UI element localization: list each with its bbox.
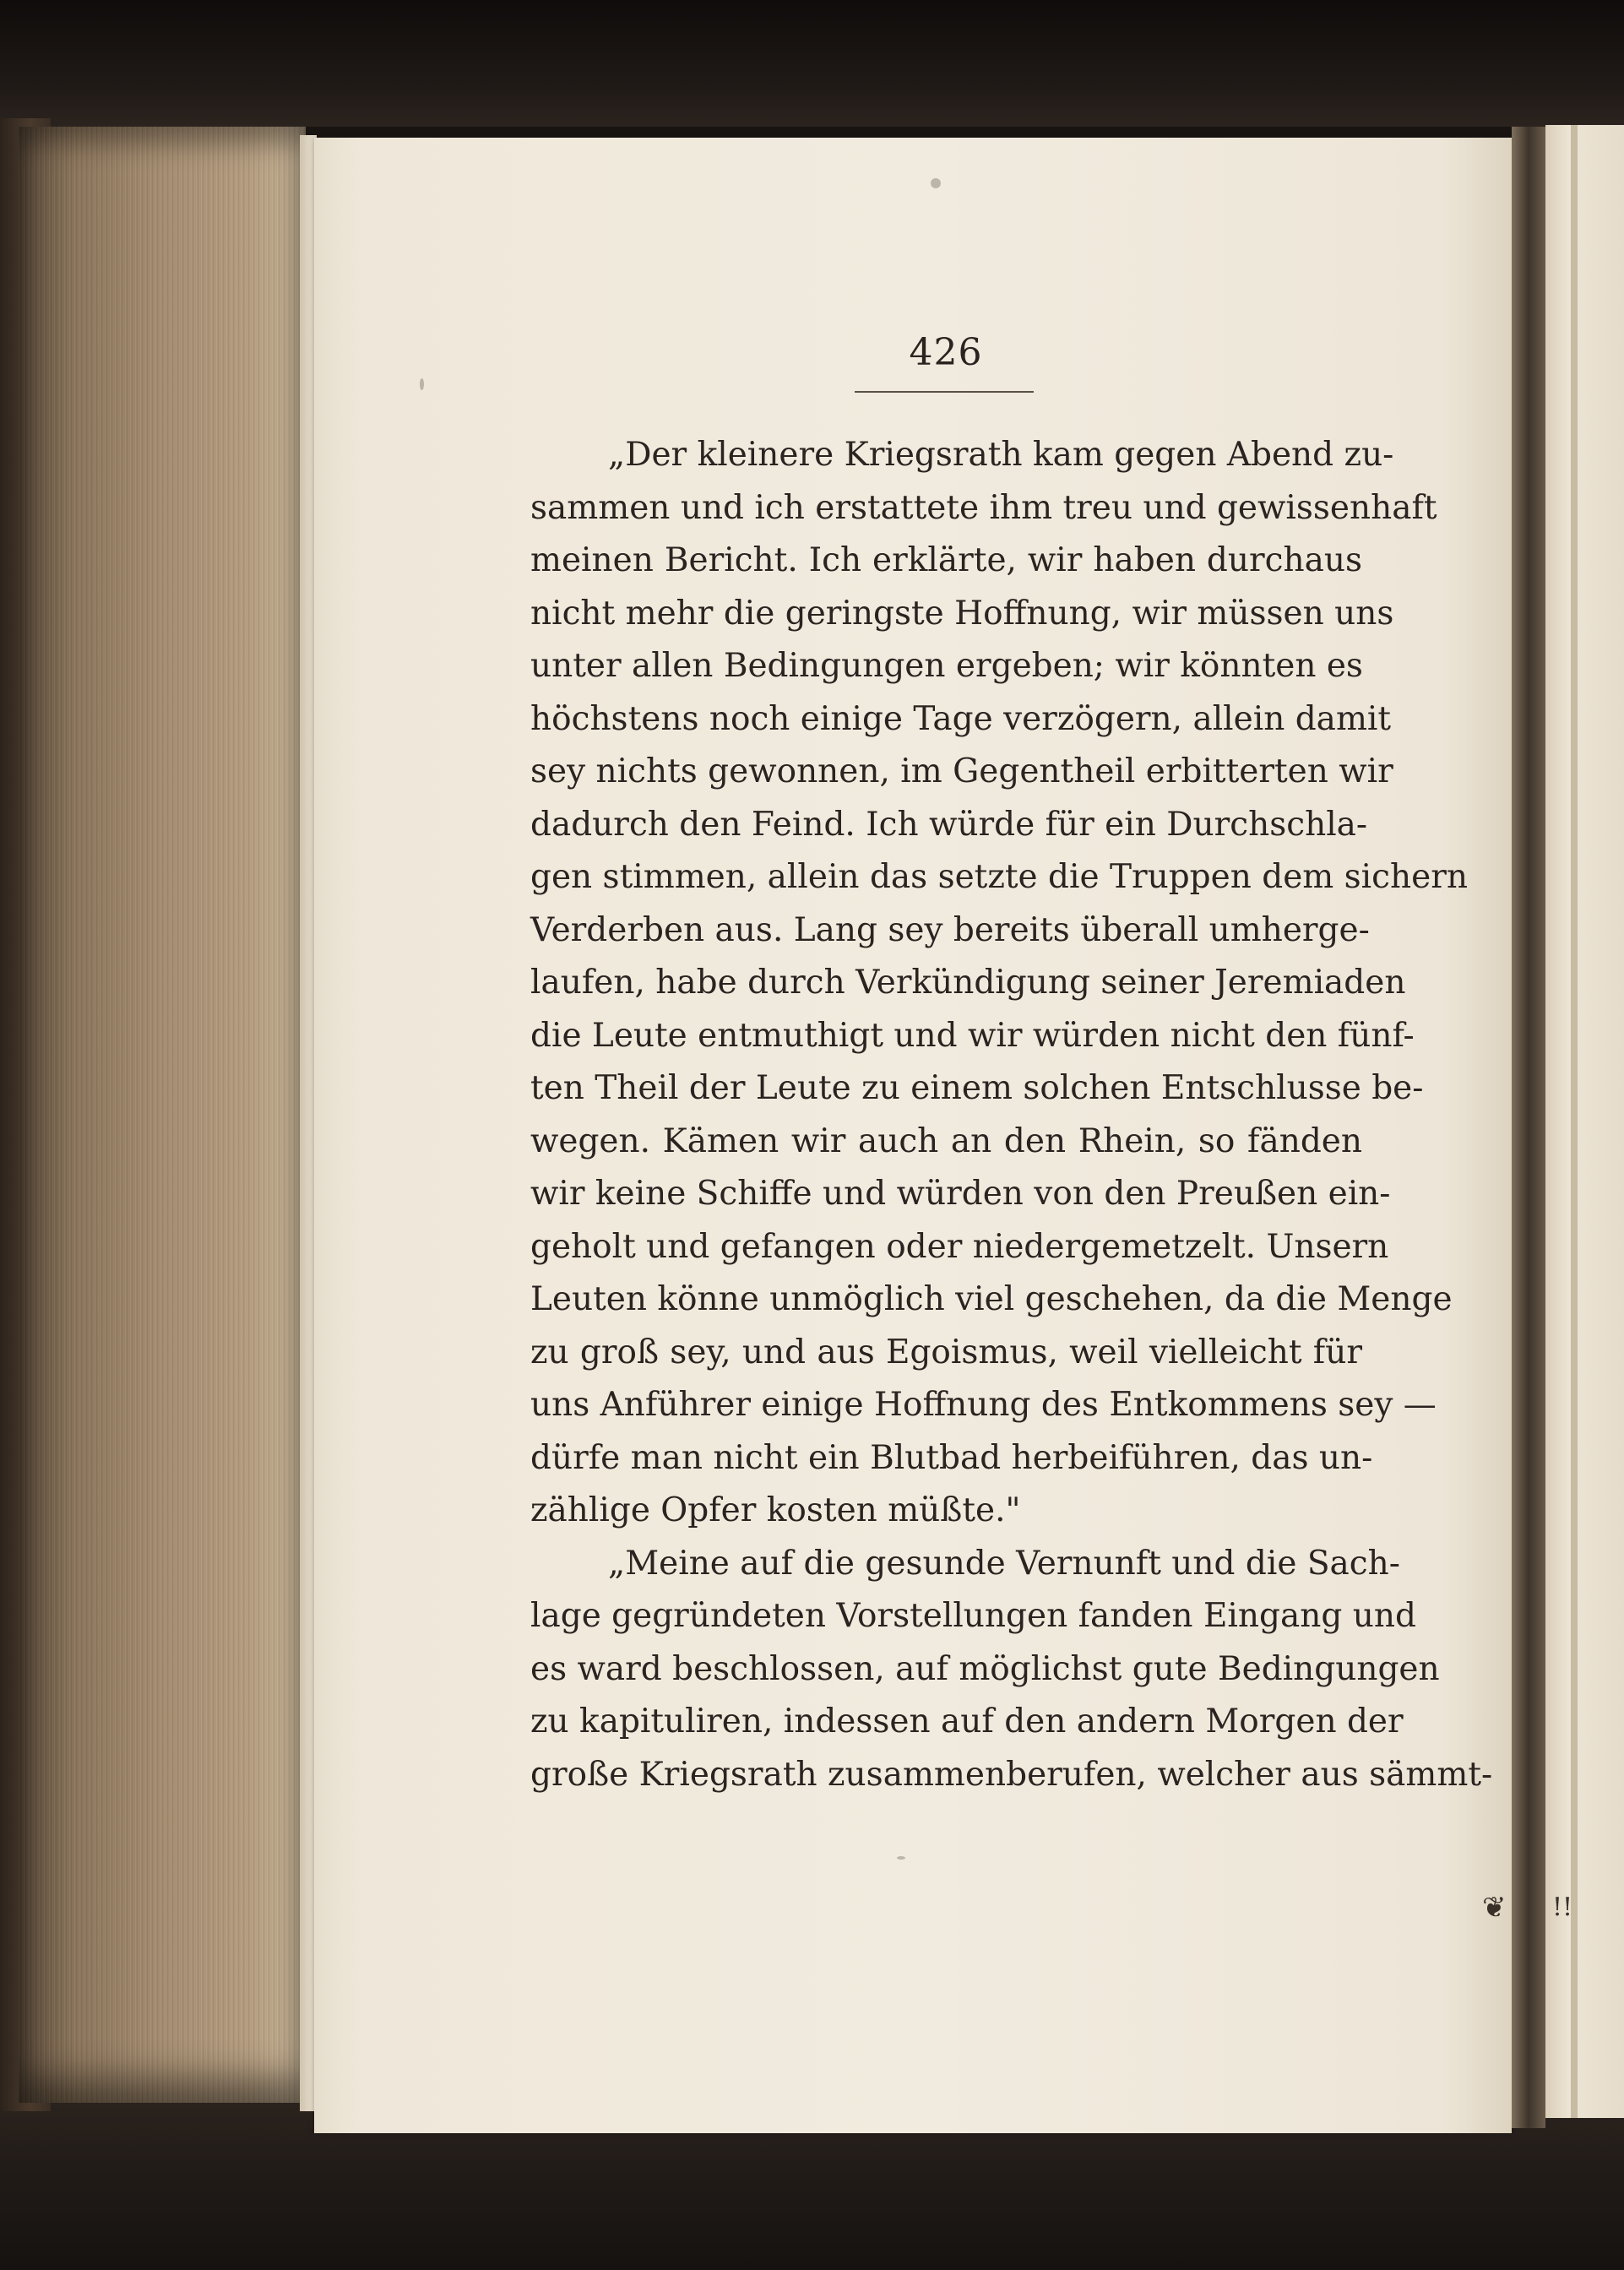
text-block [530,429,1493,1801]
text-line: zu kapituliren, indessen auf den andern Morgen der [530,1702,1404,1741]
text-line: zu groß sey, und aus Egoismus, weil vielleicht für [530,1333,1362,1371]
text-line: uns Anführer einige Hoffnung des Entkommens sey — [530,1386,1437,1424]
text-line: dürfe man nicht ein Blutbad herbeiführen, das un- [530,1438,1373,1477]
page-number-rule [855,391,1034,393]
text-line: lage gegründeten Vorstellungen fanden Eingang und [530,1597,1416,1635]
right-page-sliver [1545,125,1624,2118]
text-line: laufen, habe durch Verkündigung seiner Jeremiaden [530,964,1406,1002]
text-line: dadurch den Feind. Ich würde für ein Durchschla- [530,805,1368,844]
right-page-edge [1571,125,1578,2118]
paper-speck [897,1856,905,1860]
text-line: meinen Bericht. Ich erklärte, wir haben durchaus [530,541,1362,579]
page-number: 426 [909,331,983,374]
text-line: „Der kleinere Kriegsrath kam gegen Abend zu- [608,436,1394,474]
text-line: ten Theil der Leute zu einem solchen Entschlusse be- [530,1069,1424,1107]
text-line: Leuten könne unmöglich viel geschehen, da die Menge [530,1280,1453,1318]
text-line: unter allen Bedingungen ergeben; wir könnten es [530,647,1363,685]
text-line: sey nichts gewonnen, im Gegentheil erbitterten wir [530,752,1393,790]
book-gutter [1512,127,1545,2128]
text-line: gen stimmen, allein das setzte die Truppen dem sichern [530,858,1468,896]
text-line: höchstens noch einige Tage verzögern, allein damit [530,699,1392,738]
text-line: die Leute entmuthigt und wir würden nicht den fünf- [530,1016,1415,1055]
page-edges-stack [19,127,306,2103]
text-line: große Kriegsrath zusammenberufen, welcher aus sämmt- [530,1755,1493,1794]
paper-speck [420,378,424,390]
text-line: geholt und gefangen oder niedergemetzelt. Unsern [530,1227,1389,1266]
background-top [0,0,1624,127]
text-line: „Meine auf die gesunde Vernunft und die Sach- [608,1544,1400,1583]
text-line: es ward beschlossen, auf möglichst gute Bedingungen [530,1649,1440,1688]
paper-speck [931,178,941,188]
fleuron-ornament: ❦ [1482,1891,1507,1925]
text-line: wir keine Schiffe und würden von den Preußen ein- [530,1175,1391,1213]
text-line: nicht mehr die geringste Hoffnung, wir müssen uns [530,594,1394,633]
text-line: sammen und ich erstattete ihm treu und gewissenhaft [530,488,1437,527]
right-page-marks: !! [1552,1893,1573,1922]
text-line: wegen. Kämen wir auch an den Rhein, so fänden [530,1121,1362,1160]
text-line: zählige Opfer kosten müßte." [530,1491,1021,1529]
text-line: Verderben aus. Lang sey bereits überall umherge- [530,910,1370,949]
